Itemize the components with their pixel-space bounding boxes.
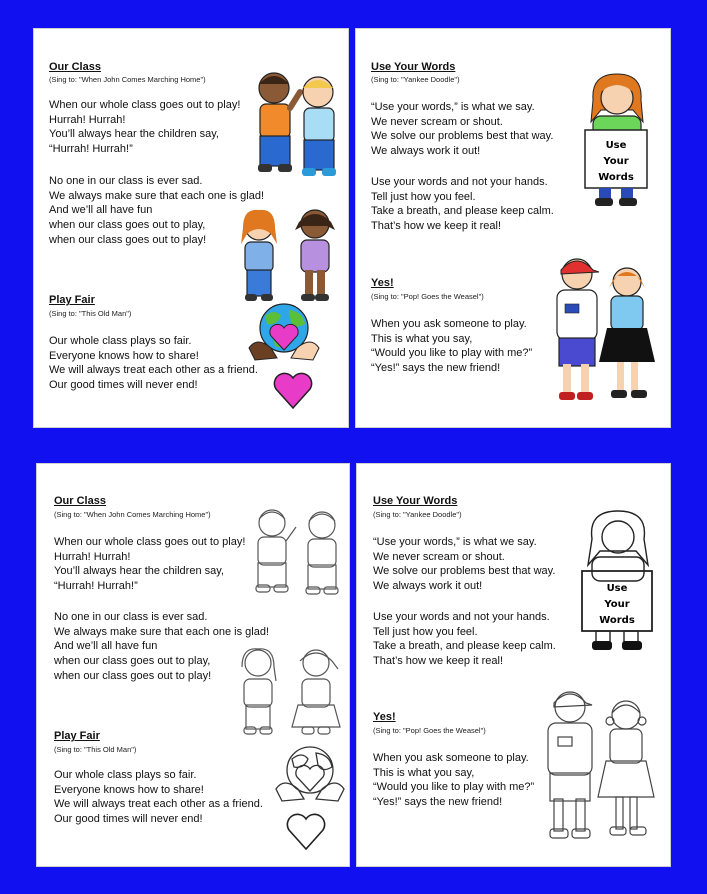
- verse-line: Hurrah! Hurrah!: [54, 550, 131, 563]
- verse-line: Our good times will never end!: [49, 379, 198, 392]
- verse-line: And we’ll all have fun: [49, 204, 153, 217]
- verse-line: “Yes!” says the new friend!: [371, 362, 501, 375]
- sign-line-1: Use: [605, 140, 627, 151]
- verse-line: when our class goes out to play!: [49, 233, 207, 246]
- verse-line: “Would you like to play with me?”: [371, 347, 533, 360]
- verse-line: “Hurrah! Hurrah!”: [54, 580, 138, 593]
- outline-page-use-your-words-yes: [356, 463, 671, 867]
- outline-page-our-class-play-fair: [36, 463, 350, 867]
- verse-line: Our good times will never end!: [54, 813, 203, 826]
- verse-line: And we’ll all have fun: [54, 640, 158, 653]
- song-verse: [373, 751, 534, 810]
- verse-line: We always make sure that each one is glad!: [49, 189, 265, 202]
- girl-with-sign-clipart: [579, 70, 655, 210]
- song-verse-1: [54, 535, 245, 594]
- verse-line: We solve our problems best that way.: [373, 565, 556, 578]
- song-verse-2: [371, 175, 554, 234]
- verse-line: Tell just how you feel.: [371, 190, 476, 203]
- verse-line: “Would you like to play with me?”: [373, 781, 535, 794]
- earth-hands-heart-outline-icon: [274, 745, 346, 803]
- song-subtitle-use-your-words: (Sing to: "Yankee Doodle"): [371, 75, 460, 84]
- two-boys-outline-clipart: [248, 505, 348, 601]
- verse-line: “Yes!” says the new friend!: [373, 796, 503, 809]
- song-title-yes: Yes!: [373, 711, 396, 723]
- color-page-use-your-words-yes: [355, 28, 671, 428]
- verse-line: This is what you say,: [371, 332, 473, 345]
- song-title-yes: Yes!: [371, 277, 394, 289]
- verse-line: We will always treat each other as a friend.: [54, 798, 263, 811]
- sign-line-2: Your: [603, 156, 629, 167]
- verse-line: Everyone knows how to share!: [49, 349, 199, 362]
- song-verse: [54, 768, 263, 827]
- verse-line: We never scream or shout.: [373, 550, 505, 563]
- verse-line: We always work it out!: [371, 145, 481, 158]
- earth-hands-heart-icon: [247, 302, 321, 362]
- verse-line: “Use your words,” is what we say.: [373, 536, 537, 548]
- song-verse: [371, 317, 532, 376]
- verse-line: Take a breath, and please keep calm.: [371, 205, 554, 218]
- verse-line: when our class goes out to play!: [54, 669, 212, 682]
- verse-line: You’ll always hear the children say,: [49, 128, 219, 141]
- verse-line: When you ask someone to play.: [371, 318, 527, 330]
- heart-outline-icon: [286, 813, 326, 851]
- song-verse-1: [371, 100, 553, 159]
- sign-line-3: Words: [599, 615, 635, 626]
- sign-line-1: Use: [606, 583, 628, 594]
- song-title-play-fair: Play Fair: [49, 294, 95, 306]
- two-friends-clipart: [547, 252, 659, 412]
- verse-line: That’s how we keep it real!: [373, 655, 504, 668]
- heart-icon: [273, 372, 313, 410]
- song-subtitle-yes: (Sing to: "Pop! Goes the Weasel"): [371, 292, 484, 301]
- verse-line: Use your words and not your hands.: [371, 176, 548, 188]
- song-title-our-class: Our Class: [49, 61, 101, 73]
- verse-line: When you ask someone to play.: [373, 752, 529, 764]
- verse-line: When our whole class goes out to play!: [49, 99, 241, 111]
- verse-line: Hurrah! Hurrah!: [49, 113, 126, 126]
- verse-line: Everyone knows how to share!: [54, 783, 204, 796]
- verse-line: when our class goes out to play,: [54, 655, 211, 668]
- song-subtitle-our-class: (Sing to: "When John Comes Marching Home"): [54, 510, 211, 519]
- song-subtitle-our-class: (Sing to: "When John Comes Marching Home"): [49, 75, 206, 84]
- verse-line: when our class goes out to play,: [49, 219, 206, 232]
- verse-line: We solve our problems best that way.: [371, 130, 554, 143]
- song-verse: [49, 334, 258, 393]
- verse-line: That’s how we keep it real!: [371, 220, 502, 233]
- two-friends-outline-clipart: [540, 685, 660, 851]
- song-verse-1: [373, 535, 555, 594]
- verse-line: “Hurrah! Hurrah!”: [49, 143, 133, 156]
- verse-line: We will always treat each other as a friend.: [49, 364, 258, 377]
- song-verse-2: [373, 610, 556, 669]
- song-subtitle-play-fair: (Sing to: "This Old Man"): [54, 745, 137, 754]
- song-title-use-your-words: Use Your Words: [371, 61, 456, 73]
- verse-line: Tell just how you feel.: [373, 625, 478, 638]
- verse-line: No one in our class is ever sad.: [54, 611, 208, 623]
- song-title-use-your-words: Use Your Words: [373, 495, 458, 507]
- song-title-our-class: Our Class: [54, 495, 106, 507]
- verse-line: This is what you say,: [373, 766, 475, 779]
- verse-line: You’ll always hear the children say,: [54, 565, 224, 578]
- song-subtitle-use-your-words: (Sing to: "Yankee Doodle"): [373, 510, 462, 519]
- verse-line: Our whole class plays so fair.: [54, 769, 197, 781]
- verse-line: We never scream or shout.: [371, 115, 503, 128]
- girl-with-sign-outline-clipart: [578, 507, 658, 655]
- song-verse-1: [49, 98, 240, 157]
- color-page-our-class-play-fair: [33, 28, 349, 428]
- verse-line: Take a breath, and please keep calm.: [373, 640, 556, 653]
- verse-line: We always work it out!: [373, 580, 483, 593]
- verse-line: When our whole class goes out to play!: [54, 536, 246, 548]
- song-subtitle-play-fair: (Sing to: "This Old Man"): [49, 309, 132, 318]
- verse-line: We always make sure that each one is glad!: [54, 625, 270, 638]
- song-subtitle-yes: (Sing to: "Pop! Goes the Weasel"): [373, 726, 486, 735]
- sign-line-2: Your: [604, 599, 630, 610]
- song-title-play-fair: Play Fair: [54, 730, 100, 742]
- song-verse-2: [49, 174, 264, 247]
- verse-line: No one in our class is ever sad.: [49, 175, 203, 187]
- verse-line: “Use your words,” is what we say.: [371, 101, 535, 113]
- two-girls-clipart: [233, 204, 345, 308]
- verse-line: Our whole class plays so fair.: [49, 335, 192, 347]
- sign-line-3: Words: [598, 172, 634, 183]
- verse-line: Use your words and not your hands.: [373, 611, 550, 623]
- two-girls-outline-clipart: [232, 643, 348, 743]
- two-boys-clipart: [246, 64, 346, 192]
